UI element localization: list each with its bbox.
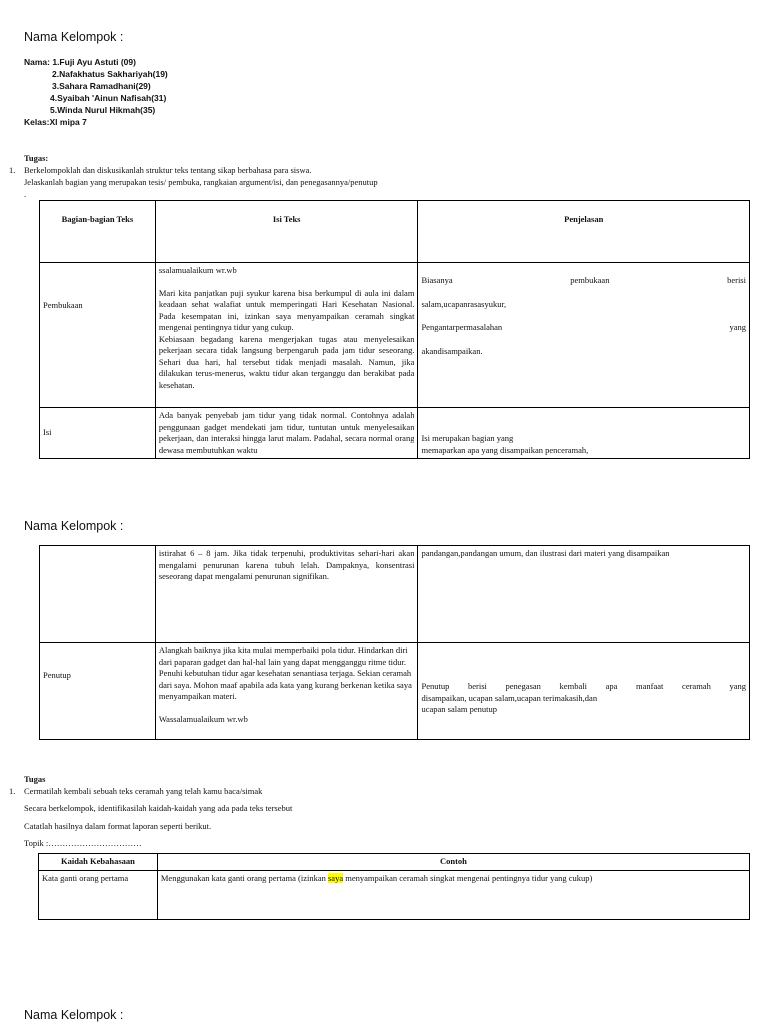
explanation-isi-line-2: memaparkan apa yang disampaikan penceramah, [421, 444, 589, 455]
content-isi-text: Ada banyak penyebab jam tidur yang tidak normal. Contohnya adalah penggunaan gadget mendekati jam tidur, tuntutan untuk menyelesaikan pekerjaan, dan interaksi hingga larut malam. Padahal, secara normal orang dewasa membutuhkan waktu [158, 410, 415, 455]
content-paragraph-1: Mari kita panjatkan puji syukur karena bisa berkumpul di aula ini dalam keadaan sehat walafiat untuk memperingati Hari Kesehatan Nasional. Pada kesempatan ini, izinkan saya menyampaikan ceramah singkat mengenai pentingnya tidur yang cukup. [158, 287, 415, 332]
member-4: 4.Syaibah 'Ainun Nafisah(31) [50, 93, 167, 103]
word: Pengantarpermasalahan [421, 322, 503, 332]
rules-header-row [39, 854, 750, 871]
task1-dot: . [24, 189, 27, 199]
header-isi-teks: Isi Teks [155, 201, 418, 263]
word: pembukaan [570, 275, 610, 285]
explanation-isi [418, 408, 750, 459]
task1-number: 1. [9, 165, 16, 175]
member-2: 2.Nafakhatus Sakhariyah(19) [52, 69, 168, 79]
header-bagian: Bagian-bagian Teks [40, 201, 156, 263]
table-header-row [40, 201, 750, 263]
content-isi-continued: istirahat 6 – 8 jam. Jika tidak terpenuhi, produktivitas sehari-hari akan mengalami penurunan karena tubuh lelah. Dampaknya, konsentrasi seseorang dapat mengalami penurunan signifikan. [155, 546, 418, 643]
task2-line3: Catatlah hasilnya dalam format laporan seperti berikut. [24, 821, 212, 831]
example-text-pre: Menggunakan kata ganti orang pertama (izinkan [160, 872, 328, 883]
content-closing: Wassalamualaikum wr.wb [158, 713, 248, 724]
explanation-line-4: akandisampaikan. [421, 345, 483, 356]
table-row-pembukaan [40, 263, 750, 408]
structure-table-2 [39, 545, 750, 740]
word: yang [729, 322, 746, 332]
task2-line1: Cermatilah kembali sebuah teks ceramah yang telah kamu baca/simak [24, 786, 263, 796]
language-rules-table [38, 853, 750, 920]
table-row-isi-continued [40, 546, 750, 643]
group-name-label-3: Nama Kelompok : [24, 1008, 124, 1022]
explanation-penutup [418, 643, 750, 740]
part-penutup: Penutup [40, 643, 156, 740]
task1-line1: Berkelompoklah dan diskusikanlah struktur teks tentang sikap berbahasa para siswa. [24, 165, 312, 175]
header-contoh: Contoh [157, 854, 749, 871]
part-pembukaan: Pembukaan [40, 263, 156, 408]
part-empty [40, 546, 156, 643]
explanation-line-3 [421, 322, 746, 334]
table-row-isi [40, 408, 750, 459]
group-name-label: Nama Kelompok : [24, 30, 124, 44]
explanation-penutup-line-2: disampaikan, ucapan salam,ucapan terimakasih,dan [421, 692, 598, 703]
explanation-penutup-line-3: ucapan salam penutup [421, 704, 497, 714]
group-name-label-2: Nama Kelompok : [24, 519, 124, 533]
task2-line2: Secara berkelompok, identifikasilah kaidah-kaidah yang ada pada teks tersebut [24, 803, 293, 813]
word: Biasanya [421, 275, 453, 285]
content-paragraph-2: Kebiasaan begadang karena mengerjakan tugas atau menyelesaikan pekerjaan secara tidak langsung berpengaruh pada jam tidur seseorang. Sehari dua hari, hal tersebut tidak menjadi masalah. Namun, jika dilakukan terus-menerus, waktu tidur akan terganggu dan berakibat pada kesehatan. [158, 333, 415, 390]
content-isi [155, 408, 418, 459]
header-penjelasan: Penjelasan [418, 201, 750, 263]
member-list [24, 56, 168, 128]
rule-name: Kata ganti orang pertama [39, 870, 158, 919]
member-3: 3.Sahara Ramadhani(29) [52, 81, 151, 91]
part-isi: Isi [40, 408, 156, 459]
content-penutup [155, 643, 418, 740]
explanation-penutup-line-1: Penutup berisi penegasan kembali apa manfaat ceramah yang [421, 681, 746, 691]
task1-title: Tugas: [24, 153, 49, 163]
content-penutup-paragraph: Alangkah baiknya jika kita mulai memperbaiki pola tidur. Hindarkan diri dari paparan gadget dan hal-hal lain yang dapat mengganggu ritme tidur. Penuhi kebutuhan tidur agar kesehatan senantiasa terjaga. Sekian ceramah dari saya. Mohon maaf apabila ada kata yang kurang berkenan ketika saya menyampaikan materi. [158, 645, 412, 701]
explanation-line-2: salam,ucapanrasasyukur, [421, 298, 507, 309]
content-greeting: ssalamualaikum wr.wb [158, 265, 237, 275]
task2-number: 1. [9, 786, 16, 796]
explanation-isi-line-1: Isi merupakan bagian yang [421, 433, 514, 443]
explanation-isi-continued: pandangan,pandangan umum, dan ilustrasi dari materi yang disampaikan [418, 546, 750, 643]
member-1: Nama: 1.Fuji Ayu Astuti (09) [24, 57, 136, 67]
highlighted-word: saya [327, 872, 344, 883]
member-5: 5.Winda Nurul Hikmah(35) [50, 105, 156, 115]
task1-line2: Jelaskanlah bagian yang merupakan tesis/ pembuka, rangkaian argument/isi, dan penegasannya/penutup [24, 177, 378, 187]
rule-example [157, 870, 749, 919]
word: berisi [727, 275, 746, 285]
structure-table-1 [39, 200, 750, 459]
topic-line: Topik :…………………………… [24, 838, 142, 848]
header-kaidah: Kaidah Kebahasaan [39, 854, 158, 871]
example-text-post: menyampaikan ceramah singkat mengenai pentingnya tidur yang cukup) [343, 872, 593, 883]
content-pembukaan [155, 263, 418, 408]
explanation-line-1 [421, 275, 746, 287]
table-row-penutup [40, 643, 750, 740]
task2-title: Tugas [24, 774, 46, 784]
rules-row [39, 870, 750, 919]
class-label: Kelas:Xl mipa 7 [24, 117, 87, 127]
explanation-pembukaan [418, 263, 750, 408]
